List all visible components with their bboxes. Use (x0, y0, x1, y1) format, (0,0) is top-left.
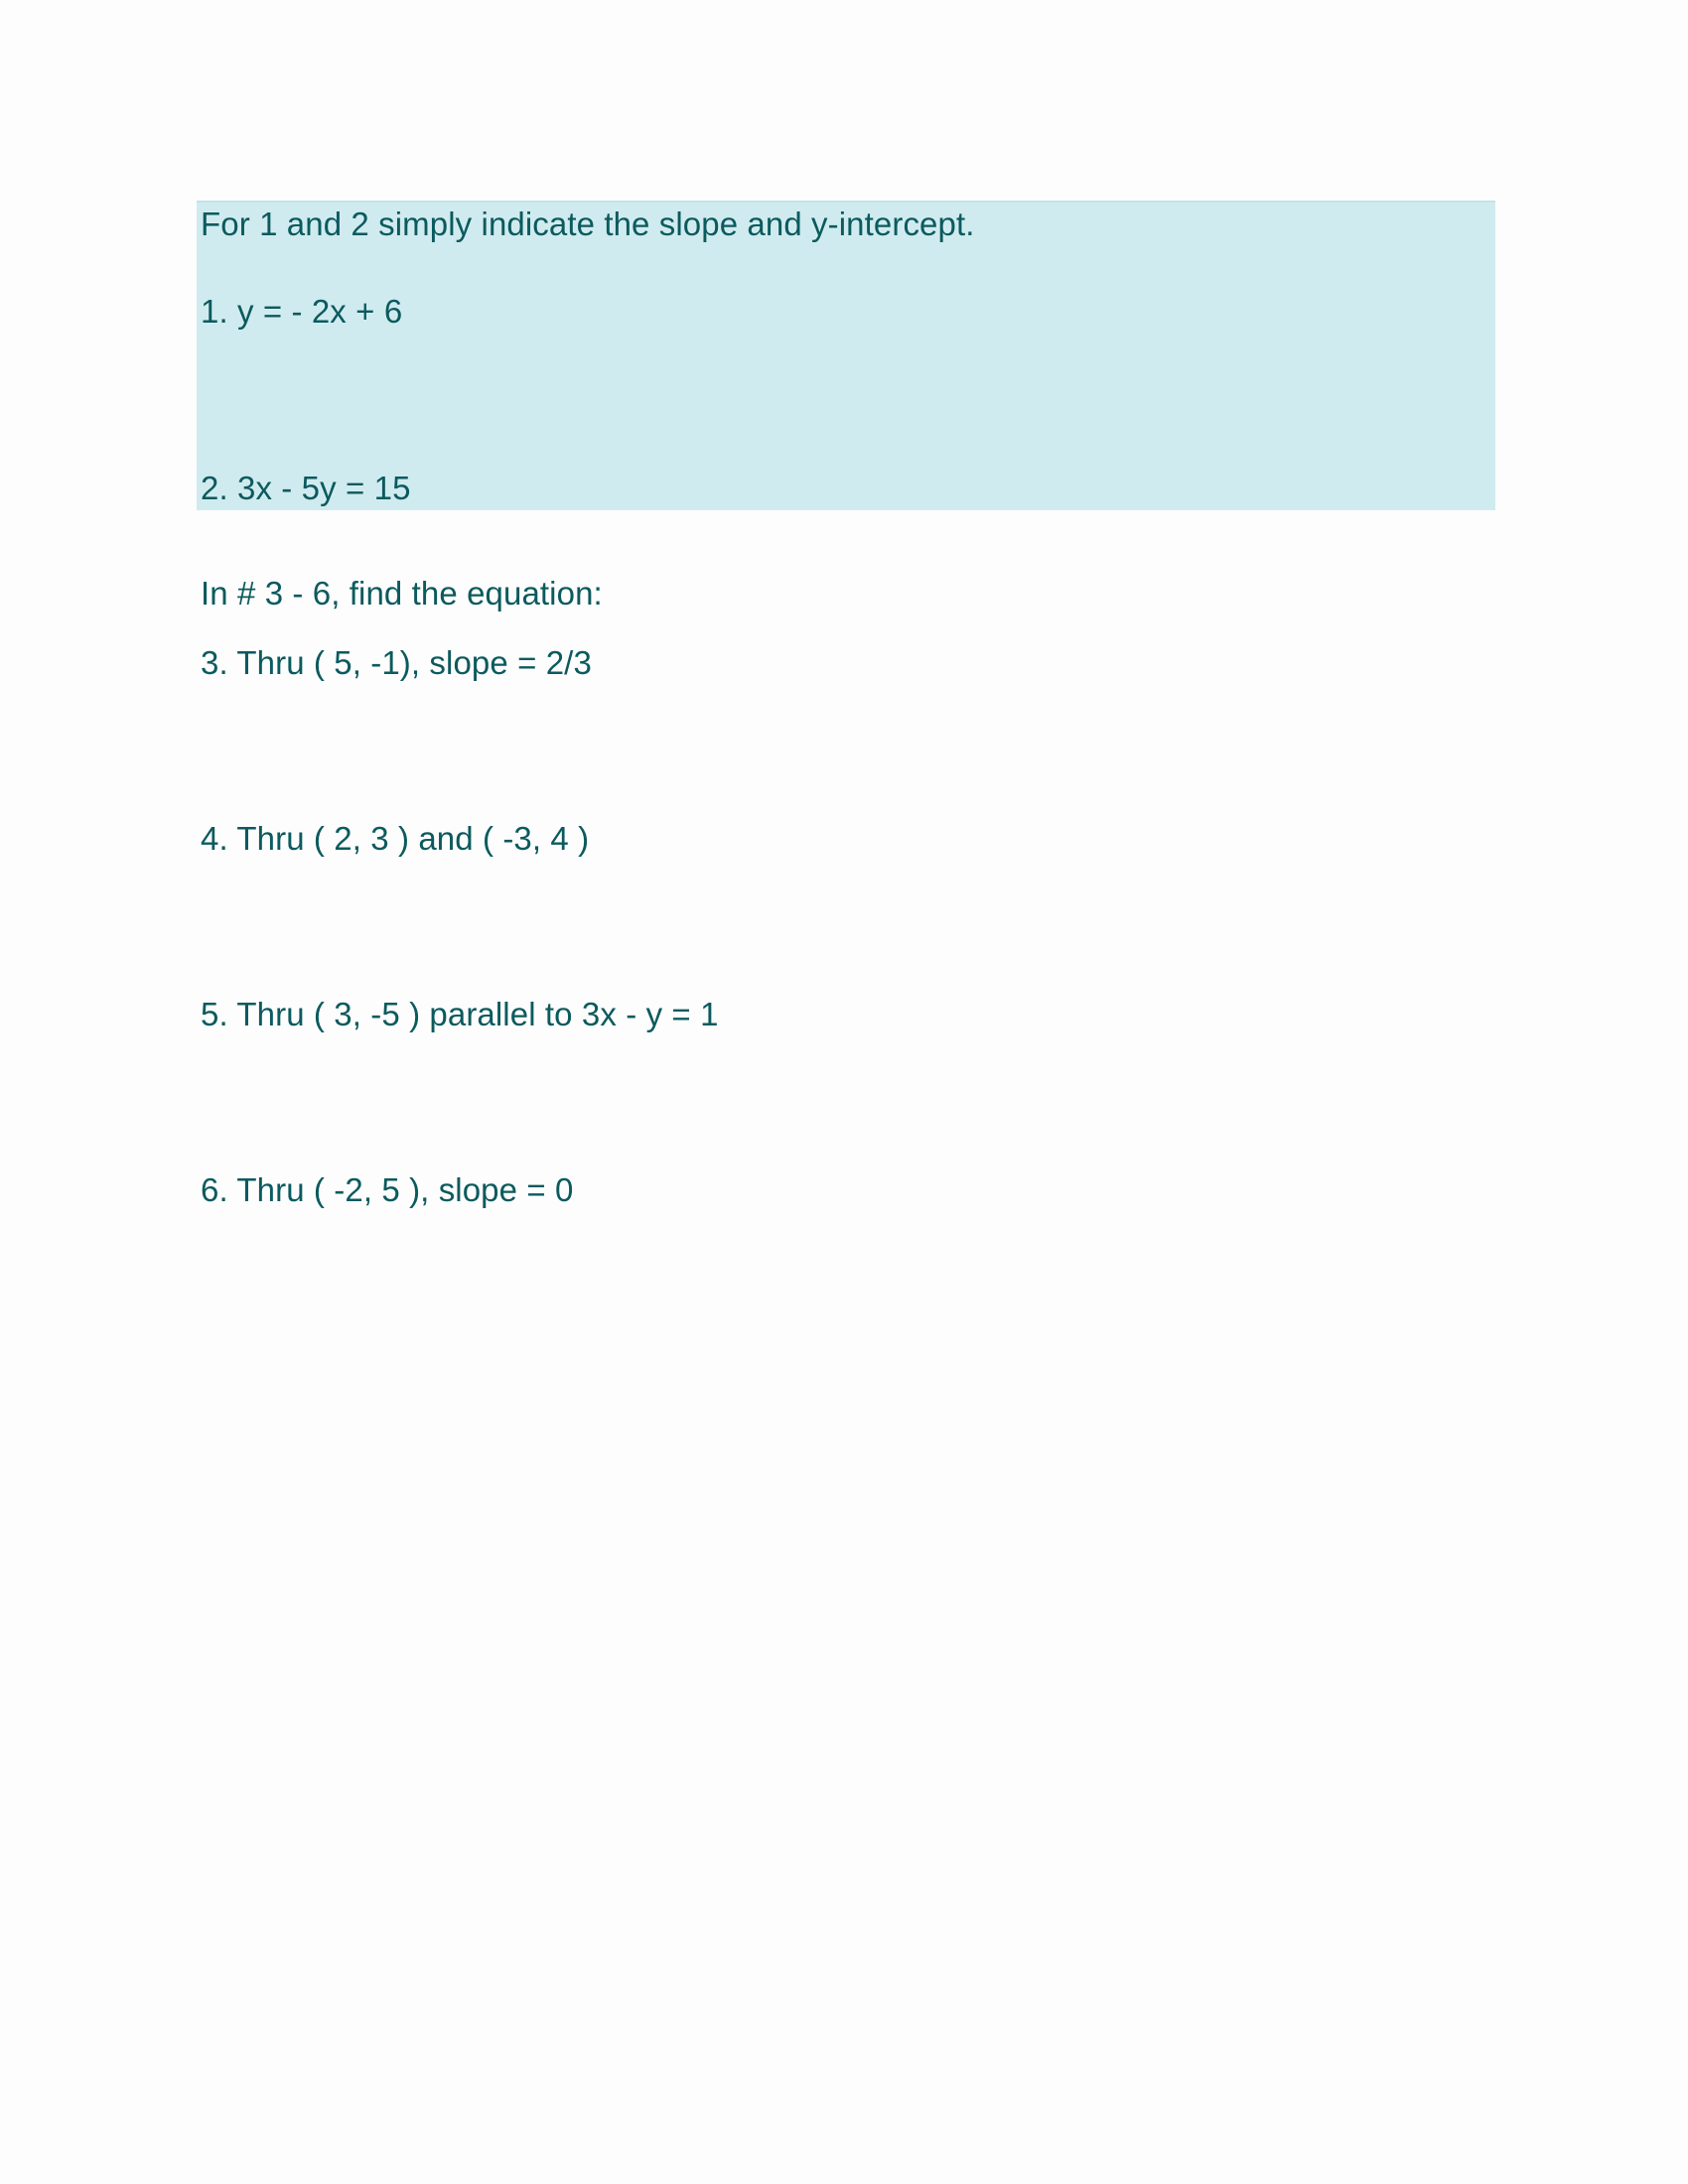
problem-2: 2. 3x - 5y = 15 (201, 470, 411, 506)
problem-3: 3. Thru ( 5, -1), slope = 2/3 (201, 644, 592, 681)
problem-4: 4. Thru ( 2, 3 ) and ( -3, 4 ) (201, 820, 590, 857)
problem-5: 5. Thru ( 3, -5 ) parallel to 3x - y = 1 (201, 996, 719, 1032)
section2-instruction: In # 3 - 6, find the equation: (201, 575, 603, 612)
problem-6: 6. Thru ( -2, 5 ), slope = 0 (201, 1171, 574, 1208)
section1-instruction: For 1 and 2 simply indicate the slope and y-intercept. (201, 205, 975, 242)
problem-1: 1. y = - 2x + 6 (201, 293, 403, 330)
highlighted-section (197, 201, 1495, 510)
